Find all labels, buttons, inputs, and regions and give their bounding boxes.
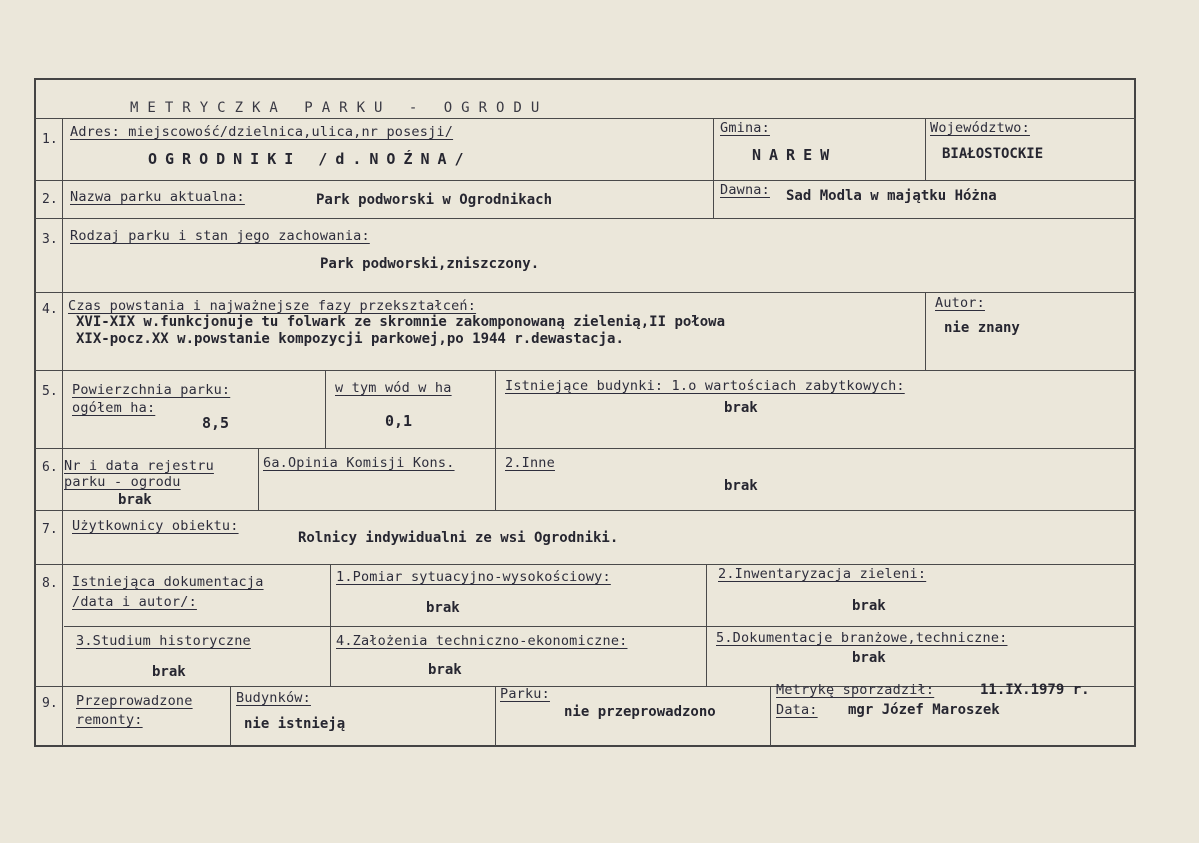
rule-row3: [34, 292, 1136, 293]
prepared-by-label: Metrykę sporzadził:: [776, 682, 935, 698]
greenery-value: brak: [852, 598, 886, 614]
former-name-label: Dawna:: [720, 182, 770, 198]
buildings-value: brak: [724, 400, 758, 416]
form-title: METRYCZKA PARKU - OGRODU: [130, 100, 549, 116]
water-value: 0,1: [385, 412, 413, 430]
rule-row1: [34, 180, 1136, 181]
prepared-date: 11.IX.1979 r.: [980, 682, 1090, 698]
register-value: brak: [118, 492, 152, 508]
technical-docs-label: 5.Dokumentacje branżowe,techniczne:: [716, 630, 1008, 646]
row-number-8: 8.: [42, 576, 58, 591]
gmina-label: Gmina:: [720, 120, 770, 136]
rule-area-right: [325, 370, 326, 448]
row-number-6: 6.: [42, 460, 58, 475]
register-label-2: parku - ogrodu: [64, 474, 181, 490]
buildings-label: Istniejące budynki: 1.o wartościach zabytkowych:: [505, 378, 905, 394]
park-name-label: Nazwa parku aktualna:: [70, 189, 245, 205]
rule-row6: [34, 510, 1136, 511]
rule-autor-left: [925, 292, 926, 370]
area-label-2: ogółem ha:: [72, 400, 156, 416]
rule-row2: [34, 218, 1136, 219]
voivodeship-label: Województwo:: [930, 120, 1030, 136]
address-value: OGRODNIKI /d.NOŹNA/: [148, 150, 472, 168]
users-value: Rolnicy indywidualni ze wsi Ogrodniki.: [298, 530, 619, 546]
rule-parku-right: [770, 686, 771, 746]
rule-reg-right: [258, 448, 259, 510]
row-number-7: 7.: [42, 522, 58, 537]
rule-water-right: [495, 370, 496, 510]
rule-doc-col2: [706, 564, 707, 686]
gmina-value: NAREW: [752, 146, 838, 164]
area-value: 8,5: [202, 414, 230, 432]
documentation-label-1: Istniejąca dokumentacja: [72, 574, 264, 590]
voivodeship-value: BIAŁOSTOCKIE: [942, 146, 1044, 162]
author-label: Autor:: [935, 295, 985, 311]
rule-row8: [34, 686, 1136, 687]
rule-woj-left: [925, 118, 926, 180]
other-value: brak: [724, 478, 758, 494]
other-label: 2.Inne: [505, 455, 555, 471]
row-number-2: 2.: [42, 192, 58, 207]
documentation-label-2: /data i autor/:: [72, 594, 197, 610]
rule-remonty-right: [230, 686, 231, 746]
survey-label: 1.Pomiar sytuacyjno-wysokościowy:: [336, 569, 611, 585]
renovations-label-2: remonty:: [76, 712, 143, 728]
rule-doc-col1: [330, 564, 331, 686]
technical-assumptions-value: brak: [428, 662, 462, 678]
prepared-by-name: mgr Józef Maroszek: [848, 702, 1000, 718]
row-number-3: 3.: [42, 232, 58, 247]
users-label: Użytkownicy obiektu:: [72, 518, 239, 534]
rule-title: [34, 118, 1136, 119]
buildings-renovations-value: nie istnieją: [244, 716, 346, 732]
park-renovations-label: Parku:: [500, 686, 550, 702]
data-label: Data:: [776, 702, 818, 718]
history-label: Czas powstania i najważnejsze fazy przekształceń:: [68, 298, 477, 314]
register-label-1: Nr i data rejestru: [64, 458, 214, 474]
rule-num-col: [62, 118, 63, 746]
rule-gmina-left: [713, 118, 714, 218]
history-study-value: brak: [152, 664, 186, 680]
park-type-value: Park podworski,zniszczony.: [320, 256, 540, 272]
author-value: nie znany: [944, 320, 1020, 336]
survey-value: brak: [426, 600, 460, 616]
history-line-2: XIX-pocz.XX w.powstanie kompozycji parkowej,po 1944 r.dewastacja.: [76, 331, 624, 347]
technical-assumptions-label: 4.Założenia techniczno-ekonomiczne:: [336, 633, 628, 649]
history-line-1: XVI-XIX w.funkcjonuje tu folwark ze skromnie zakomponowaną zielenią,II połowa: [76, 314, 726, 330]
buildings-renovations-label: Budynków:: [236, 690, 311, 706]
rule-row8-mid: [64, 626, 1136, 627]
opinion-label: 6a.Opinia Komisji Kons.: [263, 455, 455, 471]
row-number-9: 9.: [42, 696, 58, 711]
row-number-1: 1.: [42, 132, 58, 147]
water-label: w tym wód w ha: [335, 380, 452, 396]
park-name-value: Park podworski w Ogrodnikach: [316, 192, 553, 208]
history-study-label: 3.Studium historyczne: [76, 633, 251, 649]
rule-row5: [34, 448, 1136, 449]
renovations-label-1: Przeprowadzone: [76, 693, 193, 709]
area-label-1: Powierzchnia parku:: [72, 382, 231, 398]
technical-docs-value: brak: [852, 650, 886, 666]
address-label: Adres: miejscowość/dzielnica,ulica,nr posesji/: [70, 124, 454, 140]
row-number-4: 4.: [42, 302, 58, 317]
rule-row4: [34, 370, 1136, 371]
park-renovations-value: nie przeprowadzono: [564, 704, 716, 720]
rule-row7: [34, 564, 1136, 565]
greenery-label: 2.Inwentaryzacja zieleni:: [718, 566, 927, 582]
former-name-value: Sad Modla w majątku Hóżna: [786, 188, 997, 204]
row-number-5: 5.: [42, 384, 58, 399]
park-type-label: Rodzaj parku i stan jego zachowania:: [70, 228, 370, 244]
rule-budynkow-right: [495, 686, 496, 746]
